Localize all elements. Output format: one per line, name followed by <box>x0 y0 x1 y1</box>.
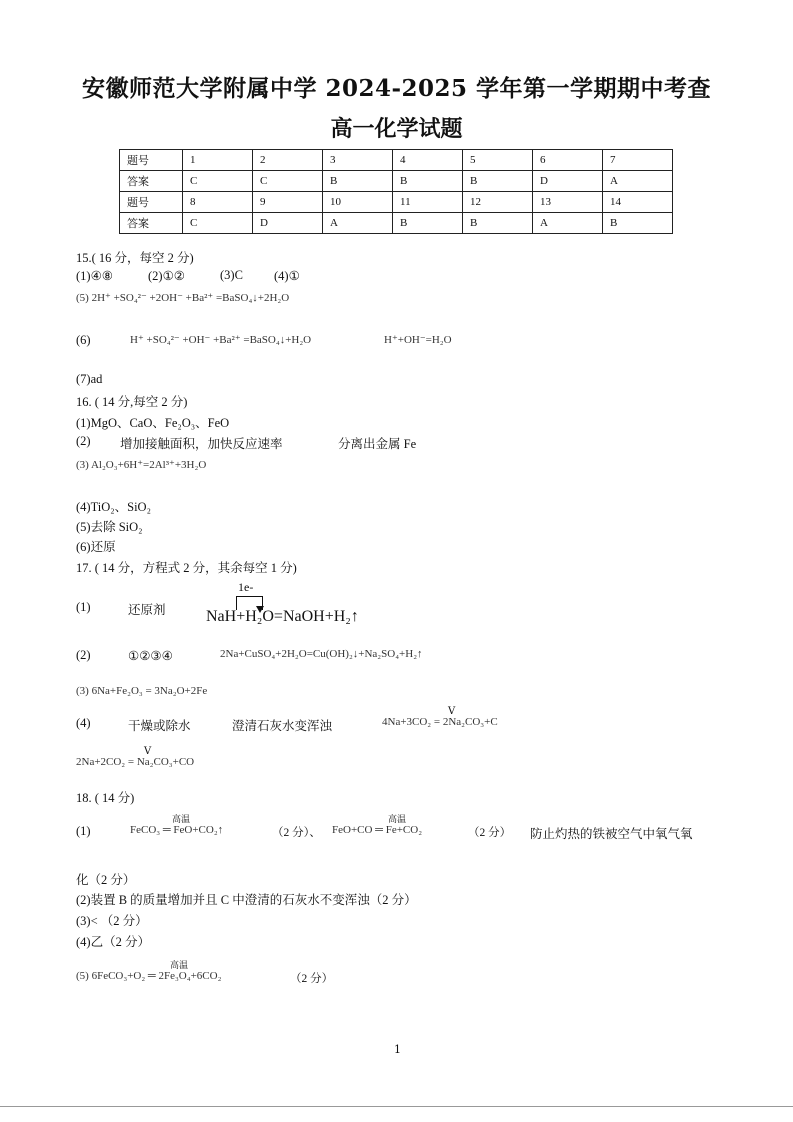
answer-table-cell: A <box>603 171 673 192</box>
q18-part2: (2)装置 B 的质量增加并且 C 中澄清的石灰水不变浑浊（2 分） <box>76 893 417 907</box>
q15-part5-equation: (5) 2H⁺ +SO₄²⁻ +2OH⁻ +Ba²⁺ =BaSO₄↓+2H₂O <box>76 292 290 304</box>
q17-part1-label: (1) <box>76 600 91 614</box>
q18-part3: (3)< （2 分） <box>76 914 148 928</box>
answer-table-cell: 9 <box>253 192 323 213</box>
q16-part2-answer-b: 分离出金属 Fe <box>338 437 417 451</box>
q15-part1: (1)④⑧ <box>76 269 113 283</box>
answer-table <box>119 149 673 234</box>
q17-part4-label: (4) <box>76 716 91 730</box>
answer-table-cell: A <box>323 213 393 234</box>
q15-part6-label: (6) <box>76 333 91 347</box>
q17-part3-equation: (3) 6Na+Fe₂O₃ = 3Na₂O+2Fe <box>76 685 208 697</box>
answer-table-cell: C <box>183 213 253 234</box>
answer-table-cell: 7 <box>603 150 673 171</box>
q18-part1-continued: 化（2 分） <box>76 873 136 887</box>
q16-part2-label: (2) <box>76 434 91 448</box>
document-title: 安徽师范大学附属中学 2024-2025 学年第一学期期中考查 <box>81 75 712 102</box>
q15-part3: (3)C <box>220 268 243 282</box>
q17-header: 17. ( 14 分，方程式 2 分，其余每空 1 分) <box>76 561 297 575</box>
answer-table-cell: 10 <box>323 192 393 213</box>
q18-part4: (4)乙（2 分） <box>76 935 150 949</box>
q18-part1-reason: 防止灼热的铁被空气中氧气氧 <box>530 827 693 841</box>
q15-part2: (2)①② <box>148 269 185 283</box>
q17-electron-transfer-label: 1e- <box>238 580 254 594</box>
q16-part4: (4)TiO₂、SiO₂ <box>76 500 151 514</box>
q16-header: 16. ( 14 分,每空 2 分) <box>76 395 188 409</box>
footer-divider <box>0 1106 793 1107</box>
answer-table-row-header: 题号 <box>120 150 183 171</box>
q18-header: 18. ( 14 分) <box>76 791 135 805</box>
q18-part5-score: （2 分） <box>290 973 334 985</box>
answer-table-row <box>120 171 673 192</box>
q17-part4-answer-b: 澄清石灰水变浑浊 <box>232 719 333 733</box>
answer-table-row <box>120 150 673 171</box>
q18-part1-score-2: （2 分） <box>468 827 512 839</box>
q18-part1-equation-1: FeCO₃ ═ FeO+CO₂↑ <box>130 824 224 836</box>
answer-table-cell: B <box>393 213 463 234</box>
answer-table-cell: C <box>253 171 323 192</box>
q18-condition-3: 高温 <box>170 961 189 971</box>
q16-part6: (6)还原 <box>76 540 116 554</box>
answer-table-cell: B <box>323 171 393 192</box>
answer-table-cell: 4 <box>393 150 463 171</box>
q18-part5-equation: (5) 6FeCO₃+O₂ ═ 2Fe₃O₄+6CO₂ <box>76 970 222 982</box>
q15-part7: (7)ad <box>76 372 103 386</box>
q18-part1-equation-2: FeO+CO ═ Fe+CO₂ <box>332 824 423 836</box>
answer-table-cell: 8 <box>183 192 253 213</box>
q17-part1-equation: NaH+H₂O=NaOH+H₂↑ <box>206 608 359 625</box>
q15-header: 15.( 16 分，每空 2 分) <box>76 251 194 265</box>
q16-part2-answer-a: 增加接触面积，加快反应速率 <box>120 437 283 451</box>
q15-part6-equation-1: H⁺ +SO₄²⁻ +OH⁻ +Ba²⁺ =BaSO₄↓+H₂O <box>130 334 312 346</box>
answer-table-row-header: 答案 <box>120 213 183 234</box>
answer-table-cell: 1 <box>183 150 253 171</box>
q17-part4-equation-1: 4Na+3CO₂ = 2Na₂CO₃+C <box>382 716 498 728</box>
answer-table-cell: B <box>463 213 533 234</box>
answer-table-cell: 6 <box>533 150 603 171</box>
answer-table-cell: 3 <box>323 150 393 171</box>
q15-part4: (4)① <box>274 269 300 283</box>
q18-condition-2: 高温 <box>388 815 407 825</box>
q16-part5: (5)去除 SiO₂ <box>76 520 143 534</box>
q17-part4-condition-2: V <box>144 746 152 757</box>
q18-part1-score-1: （2 分）、 <box>272 827 321 839</box>
answer-table-cell: 14 <box>603 192 673 213</box>
q17-part4-condition-1: V <box>448 706 456 717</box>
answer-table-cell: B <box>603 213 673 234</box>
q18-part1-label: (1) <box>76 824 91 838</box>
answer-table-cell: C <box>183 171 253 192</box>
q17-part1-answer: 还原剂 <box>128 603 166 617</box>
answer-table-cell: B <box>463 171 533 192</box>
answer-table-cell: B <box>393 171 463 192</box>
q16-part3-equation: (3) Al₂O₃+6H⁺=2Al³⁺+3H₂O <box>76 459 207 471</box>
q17-part4-equation-2: 2Na+2CO₂ = Na₂CO₃+CO <box>76 756 195 768</box>
answer-table-cell: 5 <box>463 150 533 171</box>
answer-table-row-header: 题号 <box>120 192 183 213</box>
answer-table-cell: 11 <box>393 192 463 213</box>
q17-part2-equation: 2Na+CuSO₄+2H₂O=Cu(OH)₂↓+Na₂SO₄+H₂↑ <box>220 648 423 660</box>
answer-table-cell: A <box>533 213 603 234</box>
q18-condition-1: 高温 <box>172 815 191 825</box>
answer-table-row-header: 答案 <box>120 171 183 192</box>
q17-part2-label: (2) <box>76 648 91 662</box>
q17-part2-answer: ①②③④ <box>128 649 173 663</box>
q15-part6-equation-2: H⁺+OH⁻=H₂O <box>384 334 452 346</box>
answer-table-cell: 12 <box>463 192 533 213</box>
answer-table-row <box>120 192 673 213</box>
document-subtitle: 高一化学试题 <box>330 116 463 142</box>
answer-table-cell: D <box>253 213 323 234</box>
q16-part1: (1)MgO、CaO、Fe₂O₃、FeO <box>76 416 230 430</box>
page-number: 1 <box>394 1043 401 1056</box>
answer-table-cell: D <box>533 171 603 192</box>
answer-table-cell: 2 <box>253 150 323 171</box>
q17-part4-answer-a: 干燥或除水 <box>128 719 191 733</box>
answer-table-cell: 13 <box>533 192 603 213</box>
answer-table-row <box>120 213 673 234</box>
